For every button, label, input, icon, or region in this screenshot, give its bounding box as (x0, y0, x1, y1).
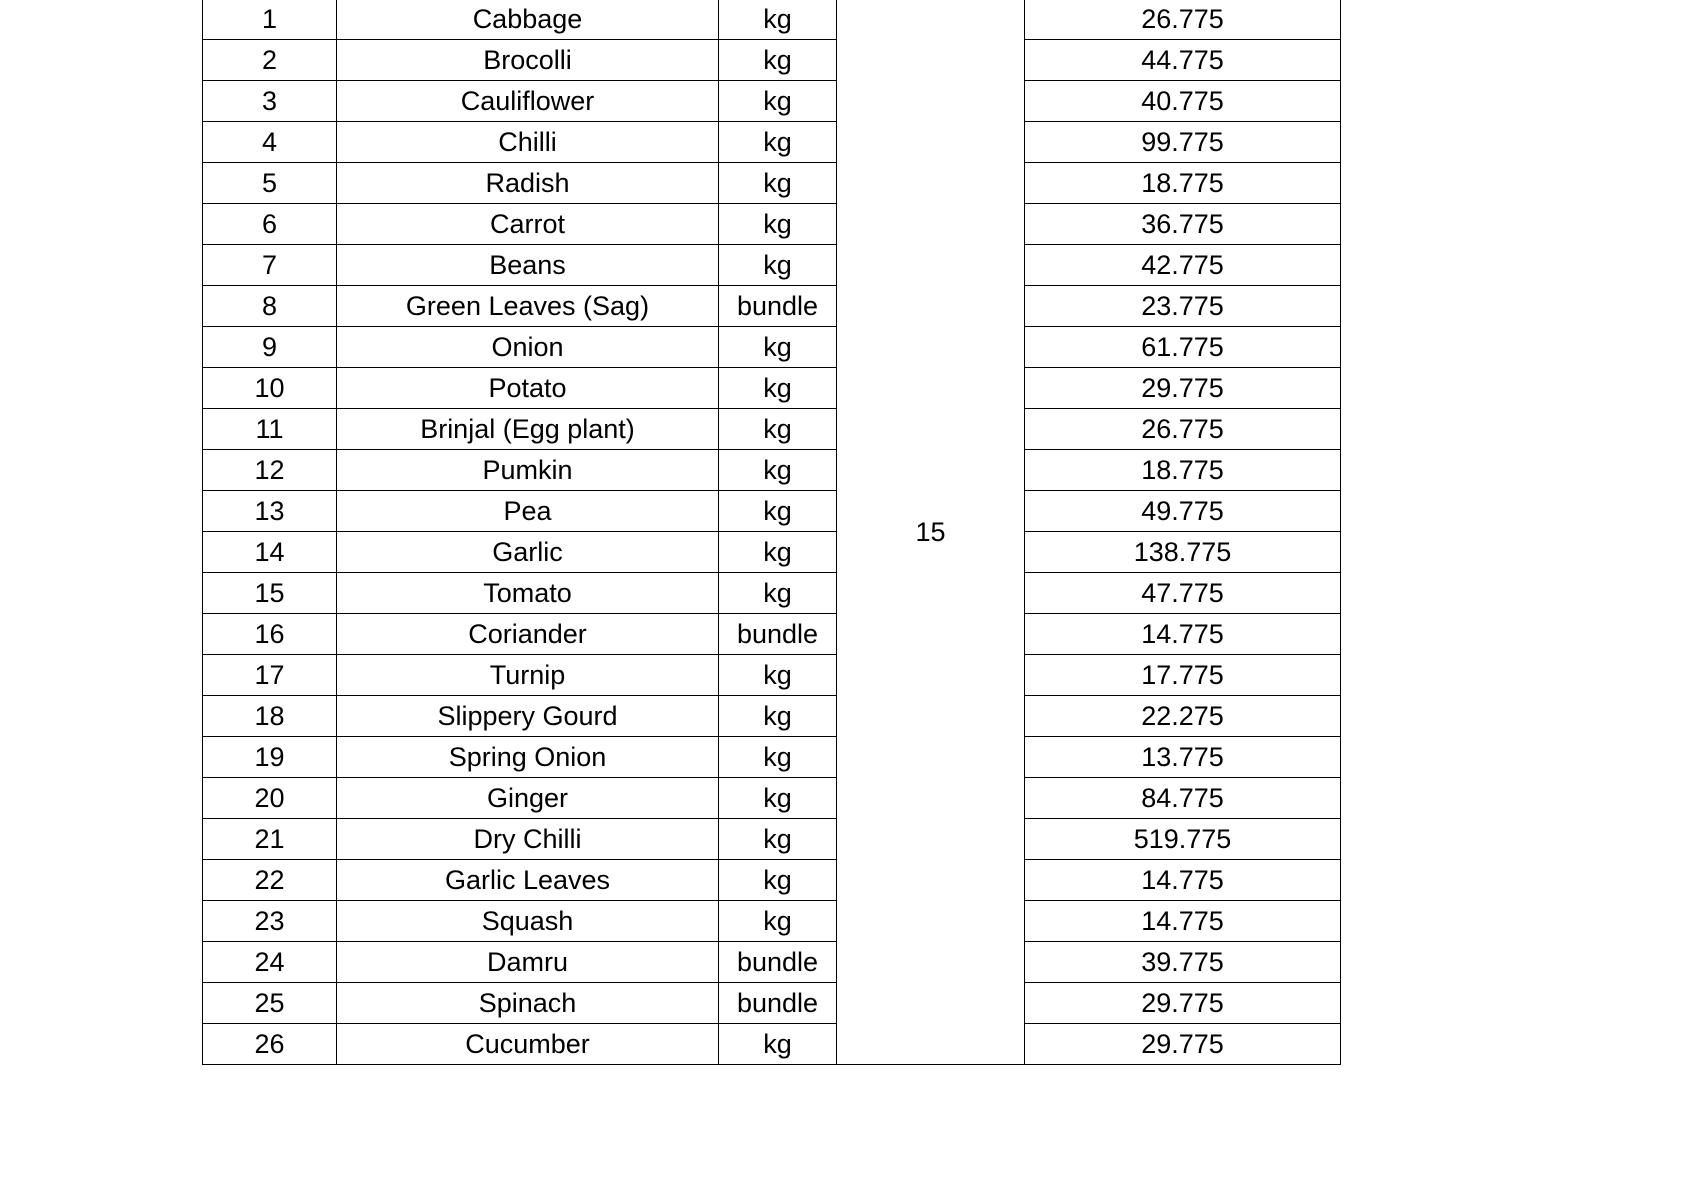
rate-cell: 23.775 (1025, 286, 1341, 327)
rate-cell: 17.775 (1025, 655, 1341, 696)
item-name-cell: Spinach (337, 983, 719, 1024)
rate-cell: 49.775 (1025, 491, 1341, 532)
serial-number-cell: 18 (203, 696, 337, 737)
unit-cell: kg (719, 737, 837, 778)
serial-number-cell: 9 (203, 327, 337, 368)
merged-value-cell: 15 (837, 0, 1025, 1065)
item-name-cell: Cucumber (337, 1024, 719, 1065)
rate-cell: 14.775 (1025, 614, 1341, 655)
serial-number-cell: 13 (203, 491, 337, 532)
table-row (203, 983, 1341, 1024)
unit-cell: kg (719, 532, 837, 573)
serial-number-cell: 12 (203, 450, 337, 491)
serial-number-cell: 8 (203, 286, 337, 327)
item-name-cell: Dry Chilli (337, 819, 719, 860)
item-name-cell: Turnip (337, 655, 719, 696)
table-row (203, 491, 1341, 532)
item-name-cell: Cauliflower (337, 81, 719, 122)
unit-cell: kg (719, 368, 837, 409)
table-row (203, 327, 1341, 368)
rate-cell: 138.775 (1025, 532, 1341, 573)
item-name-cell: Brocolli (337, 40, 719, 81)
rate-cell: 29.775 (1025, 368, 1341, 409)
unit-cell: kg (719, 0, 837, 40)
rate-cell: 40.775 (1025, 81, 1341, 122)
unit-cell: kg (719, 327, 837, 368)
serial-number-cell: 16 (203, 614, 337, 655)
table-row (203, 655, 1341, 696)
rate-cell: 22.275 (1025, 696, 1341, 737)
serial-number-cell: 15 (203, 573, 337, 614)
item-name-cell: Pumkin (337, 450, 719, 491)
unit-cell: kg (719, 819, 837, 860)
table-row (203, 368, 1341, 409)
unit-cell: kg (719, 860, 837, 901)
rate-cell: 18.775 (1025, 163, 1341, 204)
serial-number-cell: 24 (203, 942, 337, 983)
table-row (203, 286, 1341, 327)
table-row (203, 819, 1341, 860)
unit-cell: kg (719, 409, 837, 450)
serial-number-cell: 7 (203, 245, 337, 286)
serial-number-cell: 4 (203, 122, 337, 163)
item-name-cell: Cabbage (337, 0, 719, 40)
rate-cell: 61.775 (1025, 327, 1341, 368)
serial-number-cell: 23 (203, 901, 337, 942)
item-name-cell: Brinjal (Egg plant) (337, 409, 719, 450)
item-name-cell: Potato (337, 368, 719, 409)
unit-cell: kg (719, 901, 837, 942)
serial-number-cell: 1 (203, 0, 337, 40)
serial-number-cell: 20 (203, 778, 337, 819)
table-row (203, 942, 1341, 983)
rate-cell: 36.775 (1025, 204, 1341, 245)
rate-cell: 13.775 (1025, 737, 1341, 778)
table-row (203, 409, 1341, 450)
rate-cell: 519.775 (1025, 819, 1341, 860)
item-name-cell: Coriander (337, 614, 719, 655)
unit-cell: kg (719, 81, 837, 122)
unit-cell: kg (719, 655, 837, 696)
table-row (203, 573, 1341, 614)
item-name-cell: Carrot (337, 204, 719, 245)
table-row (203, 204, 1341, 245)
rate-cell: 29.775 (1025, 1024, 1341, 1065)
rate-cell: 99.775 (1025, 122, 1341, 163)
table-row (203, 696, 1341, 737)
table-row (203, 778, 1341, 819)
item-name-cell: Green Leaves (Sag) (337, 286, 719, 327)
unit-cell: bundle (719, 614, 837, 655)
serial-number-cell: 22 (203, 860, 337, 901)
unit-cell: kg (719, 1024, 837, 1065)
unit-cell: kg (719, 491, 837, 532)
item-name-cell: Pea (337, 491, 719, 532)
unit-cell: kg (719, 40, 837, 81)
item-name-cell: Garlic (337, 532, 719, 573)
unit-cell: kg (719, 450, 837, 491)
unit-cell: kg (719, 163, 837, 204)
rate-cell: 42.775 (1025, 245, 1341, 286)
item-name-cell: Damru (337, 942, 719, 983)
unit-cell: kg (719, 696, 837, 737)
serial-number-cell: 17 (203, 655, 337, 696)
rate-cell: 14.775 (1025, 901, 1341, 942)
rate-cell: 26.775 (1025, 409, 1341, 450)
table-row (203, 81, 1341, 122)
table-row (203, 737, 1341, 778)
table-row (203, 901, 1341, 942)
unit-cell: bundle (719, 983, 837, 1024)
item-name-cell: Squash (337, 901, 719, 942)
item-name-cell: Onion (337, 327, 719, 368)
item-name-cell: Garlic Leaves (337, 860, 719, 901)
serial-number-cell: 14 (203, 532, 337, 573)
table-row (203, 450, 1341, 491)
unit-cell: kg (719, 122, 837, 163)
vegetable-price-table (202, 0, 1341, 1065)
serial-number-cell: 2 (203, 40, 337, 81)
table-row (203, 0, 1341, 40)
table-row (203, 245, 1341, 286)
unit-cell: kg (719, 778, 837, 819)
unit-cell: bundle (719, 286, 837, 327)
serial-number-cell: 25 (203, 983, 337, 1024)
item-name-cell: Radish (337, 163, 719, 204)
rate-cell: 29.775 (1025, 983, 1341, 1024)
rate-cell: 39.775 (1025, 942, 1341, 983)
unit-cell: kg (719, 245, 837, 286)
table-row (203, 1024, 1341, 1065)
table-row (203, 163, 1341, 204)
rate-cell: 14.775 (1025, 860, 1341, 901)
serial-number-cell: 26 (203, 1024, 337, 1065)
table-row (203, 532, 1341, 573)
unit-cell: bundle (719, 942, 837, 983)
serial-number-cell: 10 (203, 368, 337, 409)
serial-number-cell: 3 (203, 81, 337, 122)
serial-number-cell: 11 (203, 409, 337, 450)
unit-cell: kg (719, 204, 837, 245)
item-name-cell: Beans (337, 245, 719, 286)
table-body (203, 0, 1341, 1065)
table-row (203, 40, 1341, 81)
unit-cell: kg (719, 573, 837, 614)
item-name-cell: Ginger (337, 778, 719, 819)
rate-cell: 84.775 (1025, 778, 1341, 819)
rate-cell: 47.775 (1025, 573, 1341, 614)
serial-number-cell: 21 (203, 819, 337, 860)
serial-number-cell: 5 (203, 163, 337, 204)
item-name-cell: Slippery Gourd (337, 696, 719, 737)
serial-number-cell: 19 (203, 737, 337, 778)
rate-cell: 44.775 (1025, 40, 1341, 81)
item-name-cell: Tomato (337, 573, 719, 614)
rate-cell: 26.775 (1025, 0, 1341, 40)
rate-cell: 18.775 (1025, 450, 1341, 491)
item-name-cell: Spring Onion (337, 737, 719, 778)
serial-number-cell: 6 (203, 204, 337, 245)
table-row (203, 122, 1341, 163)
table-row (203, 860, 1341, 901)
item-name-cell: Chilli (337, 122, 719, 163)
table-row (203, 614, 1341, 655)
